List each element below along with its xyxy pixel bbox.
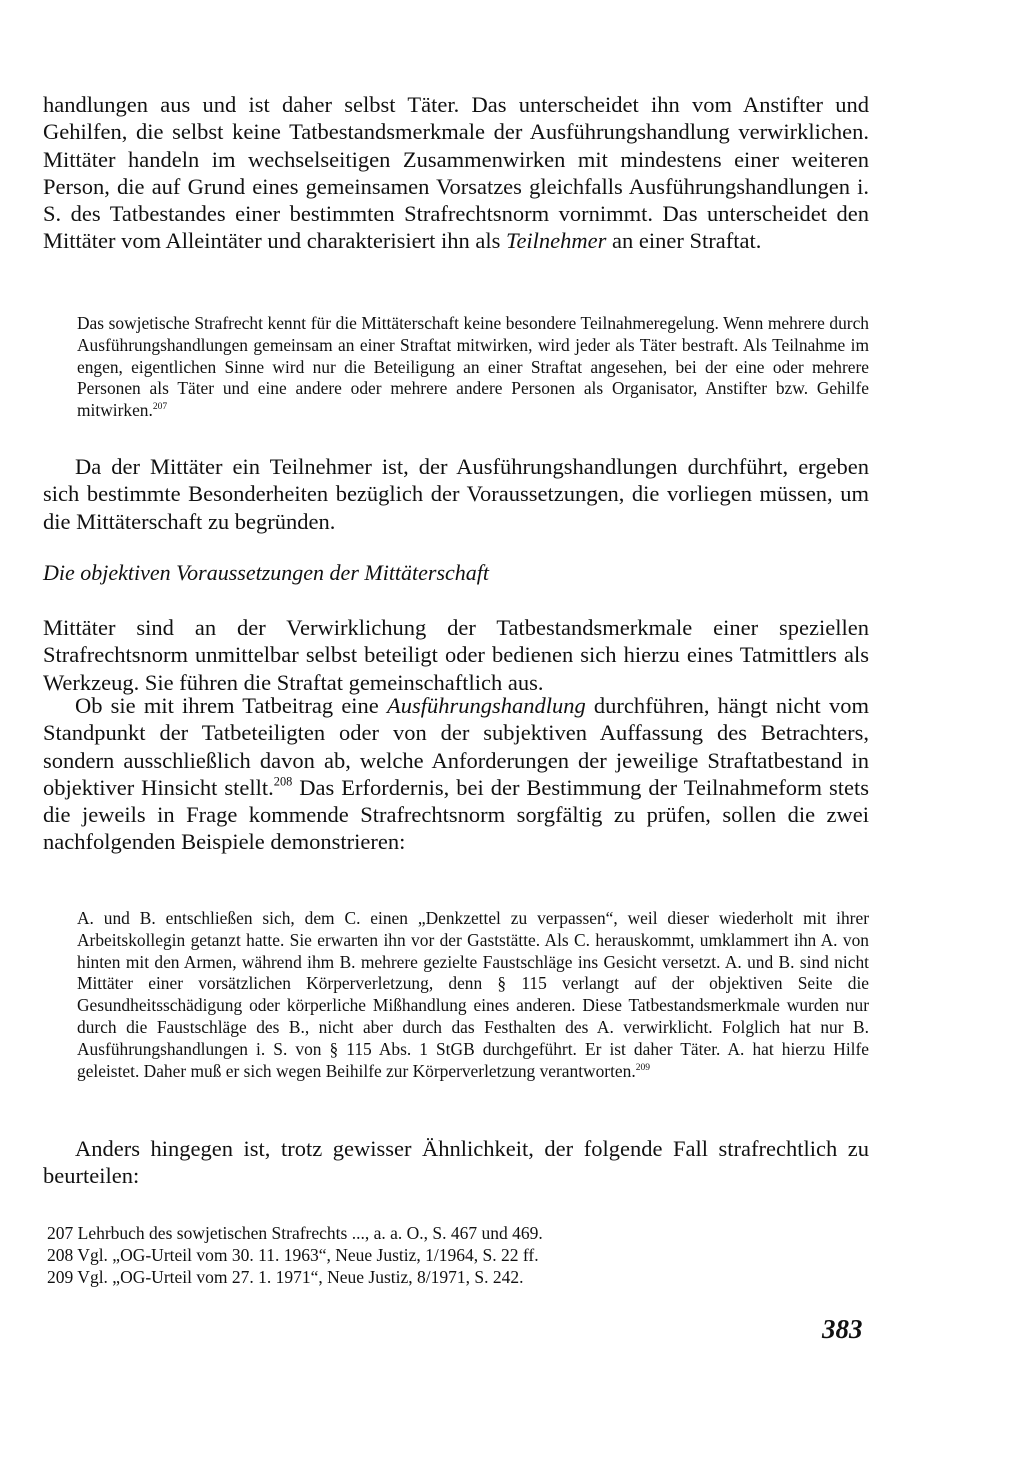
- emphasis-teilnehmer: Teilnehmer: [506, 228, 607, 254]
- footnote-ref-209[interactable]: 209: [635, 1061, 651, 1073]
- example-note-1-text: Das sowjetische Strafrecht kennt für die Mittäterschaft keine besondere Teilnahmeregelung. Wenn mehrere durch Ausführungshandlungen gemeinsam an einer Straftat mitwirken, wird jeder als Täter bestraft. Als Teilnahme im engen, eigentlichen Sinne wird nur die Beteiligung an einer Straftat angesehen, bei der eine oder mehrere Personen als Täter und eine andere oder mehrere andere Personen als Organisator, Anstifter bzw. Gehilfe mitwirken.: [77, 313, 869, 421]
- footnote-209: 209 Vgl. „OG-Urteil vom 27. 1. 1971“, Neue Justiz, 8/1971, S. 242.: [47, 1266, 524, 1287]
- paragraph-4-lead: Ob sie mit ihrem Tatbeitrag eine: [75, 693, 387, 718]
- footnote-ref-207[interactable]: 207: [152, 401, 168, 413]
- footnote-208: 208 Vgl. „OG-Urteil vom 30. 11. 1963“, Neue Justiz, 1/1964, S. 22 ff.: [47, 1244, 539, 1265]
- paragraph-3: Mittäter sind an der Verwirklichung der Tatbestandsmerkmale einer speziellen Strafrechtsnorm unmittelbar selbst beteiligt oder bedienen sich hierzu eines Tatmittlers als Werkzeug. Sie führen die Straftat gemeinschaftlich aus.: [43, 615, 869, 695]
- footnote-207: 207 Lehrbuch des sowjetischen Strafrechts ..., a. a. O., S. 467 und 469.: [47, 1223, 543, 1243]
- page-number: 383: [822, 1314, 863, 1344]
- paragraph-1-lead: handlungen aus und ist daher selbst Täter. Das unterscheidet ihn vom Anstifter und Gehilfen, die selbst keine Tatbestandsmerkmale der Ausführungshandlung verwirklichen. Mittäter handeln im wechselseitigen Zusammenwirken mit mindestens einer weiteren Person, die auf Grund eines gemeinsamen Vorsatzes gleichfalls Ausführungshandlungen i. S. des Tatbestandes einer bestimmten Strafrechtsnorm vornimmt. Das unterscheidet den Mittäter vom Alleintäter und charakterisiert ihn als: [43, 92, 869, 254]
- paragraph-2: Da der Mittäter ein Teilnehmer ist, der Ausführungshandlungen durchführt, ergeben sich bestimmte Besonderheiten bezüglich der Voraussetzungen, die vorliegen müssen, um die Mittäterschaft zu begründen.: [43, 454, 869, 534]
- footnotes: [47, 1223, 873, 1288]
- paragraph-4-tail: Das Erfordernis, bei der Bestimmung der Teilnahmeform stets die jeweils in Frage kommende Strafrechtsnorm sorgfältig zu prüfen, sollen die zwei nachfolgenden Beispiele demonstrieren:: [43, 774, 869, 855]
- example-note-2: [77, 908, 869, 1082]
- section-heading: Die objektiven Voraussetzungen der Mittäterschaft: [43, 560, 490, 585]
- paragraph-4-mid: durchführen, hängt nicht vom Standpunkt der Tatbeteiligten oder von der subjektiven Auffassung des Betrachters, sondern ausschließlich davon ab, welche Anforderungen der jeweilige Straftatbestand in objektiver Hinsicht stellt.: [43, 693, 869, 800]
- footnote-ref-208[interactable]: 208: [273, 774, 293, 789]
- paragraph-4: [43, 692, 869, 856]
- paragraph-1: [43, 91, 869, 255]
- emphasis-ausfuehrungshandlung: Ausführungshandlung: [386, 693, 586, 718]
- paragraph-1-tail: an einer Straftat.: [606, 228, 762, 254]
- example-note-2-text: A. und B. entschließen sich, dem C. einen „Denkzettel zu verpassen“, weil dieser wiederholt mit ihrer Arbeitskollegin getanzt hatte. Sie erwarten ihn vor der Gaststätte. Als C. herauskommt, umklammert ihn A. von hinten mit den Armen, während ihm B. mehrere gezielte Faustschläge ins Gesicht versetzt. A. und B. sind nicht Mittäter einer vorsätzlichen Körperverletzung, denn § 115 verlangt auf der objektiven Seite die Gesundheitsschädigung oder körperliche Mißhandlung eines anderen. Diese Tatbestandsmerkmale wurden nur durch die Faustschläge des B., nicht aber durch das Festhalten des A. verwirklicht. Folglich hat nur B. Ausführungshandlungen i. S. von § 115 Abs. 1 StGB durchgeführt. Er ist daher Täter. A. hat hierzu Hilfe geleistet. Daher muß er sich wegen Beihilfe zur Körperverletzung verantworten.: [77, 908, 869, 1081]
- paragraph-5: Anders hingegen ist, trotz gewisser Ähnlichkeit, der folgende Fall strafrechtlich zu beurteilen:: [43, 1136, 869, 1189]
- example-note-1: [77, 313, 869, 422]
